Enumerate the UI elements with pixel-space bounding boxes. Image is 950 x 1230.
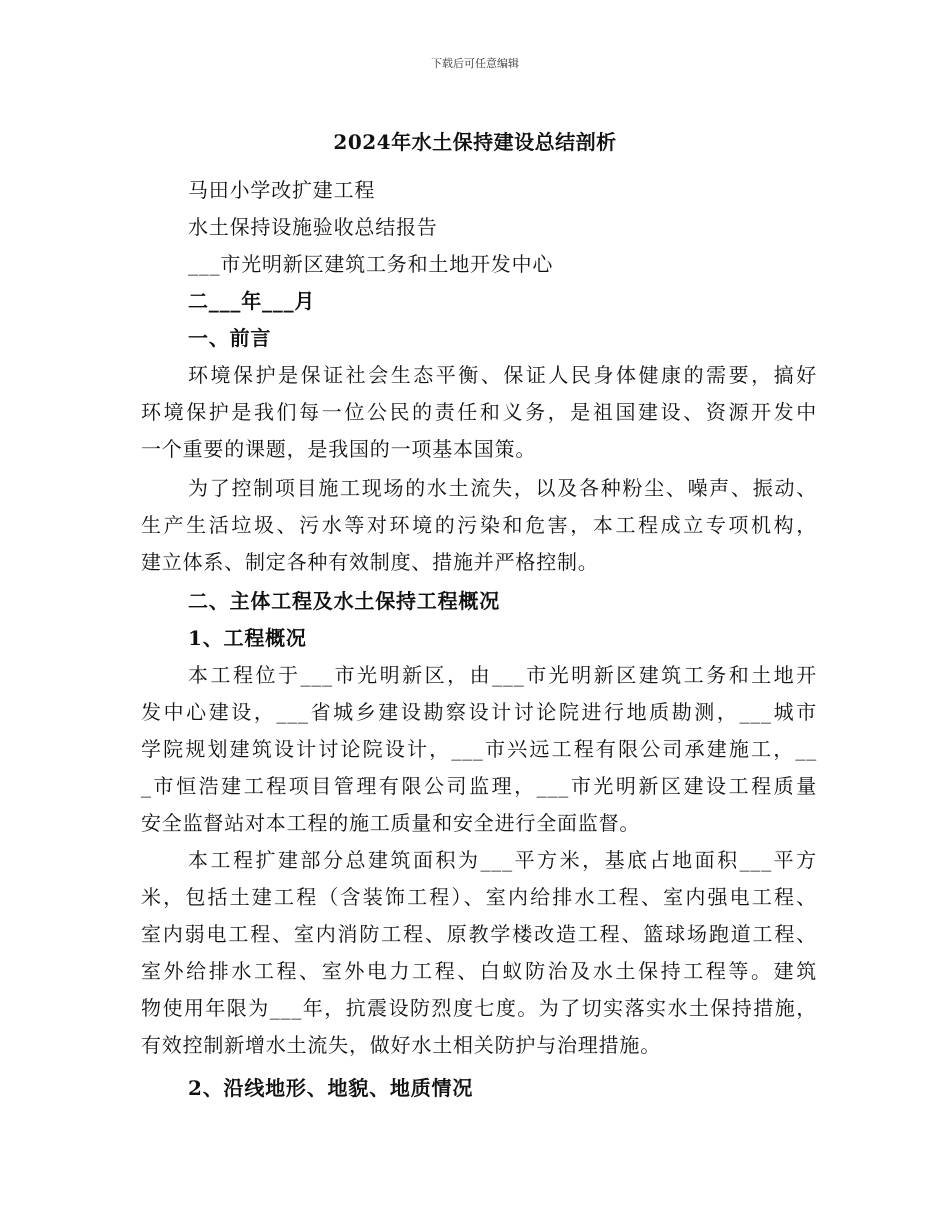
paragraph-line: 学院规划建筑设计讨论院设计，___市兴远工程有限公司承建施工，__ (141, 737, 817, 761)
paragraph-line: 本工程扩建部分总建筑面积为___平方米，基底占地面积___平方 (188, 848, 817, 872)
document-title: 2024年水土保持建设总结剖析 (333, 130, 617, 154)
subsection-heading-terrain: 2、沿线地形、地貌、地质情况 (188, 1076, 474, 1100)
paragraph-line: 安全监督站对本工程的施工质量和安全进行全面监督。 (141, 811, 641, 835)
paragraph-line: 发中心建设，___省城乡建设勘察设计讨论院进行地质勘测，___城市 (141, 700, 817, 724)
paragraph-line: 环境保护是我们每一位公民的责任和义务，是祖国建设、资源开发中 (141, 400, 817, 424)
project-name: 马田小学改扩建工程 (188, 178, 376, 202)
paragraph-line: 环境保护是保证社会生态平衡、保证人民身体健康的需要，搞好 (188, 363, 817, 387)
paragraph-line: 为了控制项目施工现场的水土流失，以及各种粉尘、噪声、振动、 (188, 476, 817, 500)
paragraph-line: 一个重要的课题，是我国的一项基本国策。 (141, 437, 537, 461)
paragraph-line: 物使用年限为___年，抗震设防烈度七度。为了切实落实水土保持措施， (141, 996, 817, 1020)
paragraph-line: 米，包括土建工程（含装饰工程）、室内给排水工程、室内强电工程、 (141, 885, 817, 909)
paragraph-line: 建立体系、制定各种有效制度、措施并严格控制。 (141, 550, 599, 574)
section-heading-overview: 二、主体工程及水土保持工程概况 (188, 589, 500, 613)
report-name: 水土保持设施验收总结报告 (188, 215, 438, 239)
header-note: 下载后可任意编辑 (431, 57, 519, 70)
paragraph-line: 室外给排水工程、室外电力工程、白蚁防治及水土保持工程等。建筑 (141, 959, 817, 983)
section-heading-preface: 一、前言 (188, 326, 272, 350)
document-body (141, 172, 817, 1107)
paragraph-line: 生产生活垃圾、污水等对环境的污染和危害，本工程成立专项机构， (141, 513, 817, 537)
organization: ___市光明新区建筑工务和土地开发中心 (188, 252, 554, 276)
paragraph-line: _市恒浩建工程项目管理有限公司监理，___市光明新区建设工程质量 (141, 774, 817, 798)
paragraph-line: 室内弱电工程、室内消防工程、原教学楼改造工程、篮球场跑道工程、 (141, 922, 817, 946)
paragraph-line: 本工程位于___市光明新区，由___市光明新区建筑工务和土地开 (188, 663, 817, 687)
subsection-heading-project: 1、工程概况 (188, 626, 307, 650)
paragraph-line: 有效控制新增水土流失，做好水土相关防护与治理措施。 (141, 1033, 661, 1057)
report-date: 二___年___月 (188, 289, 316, 313)
